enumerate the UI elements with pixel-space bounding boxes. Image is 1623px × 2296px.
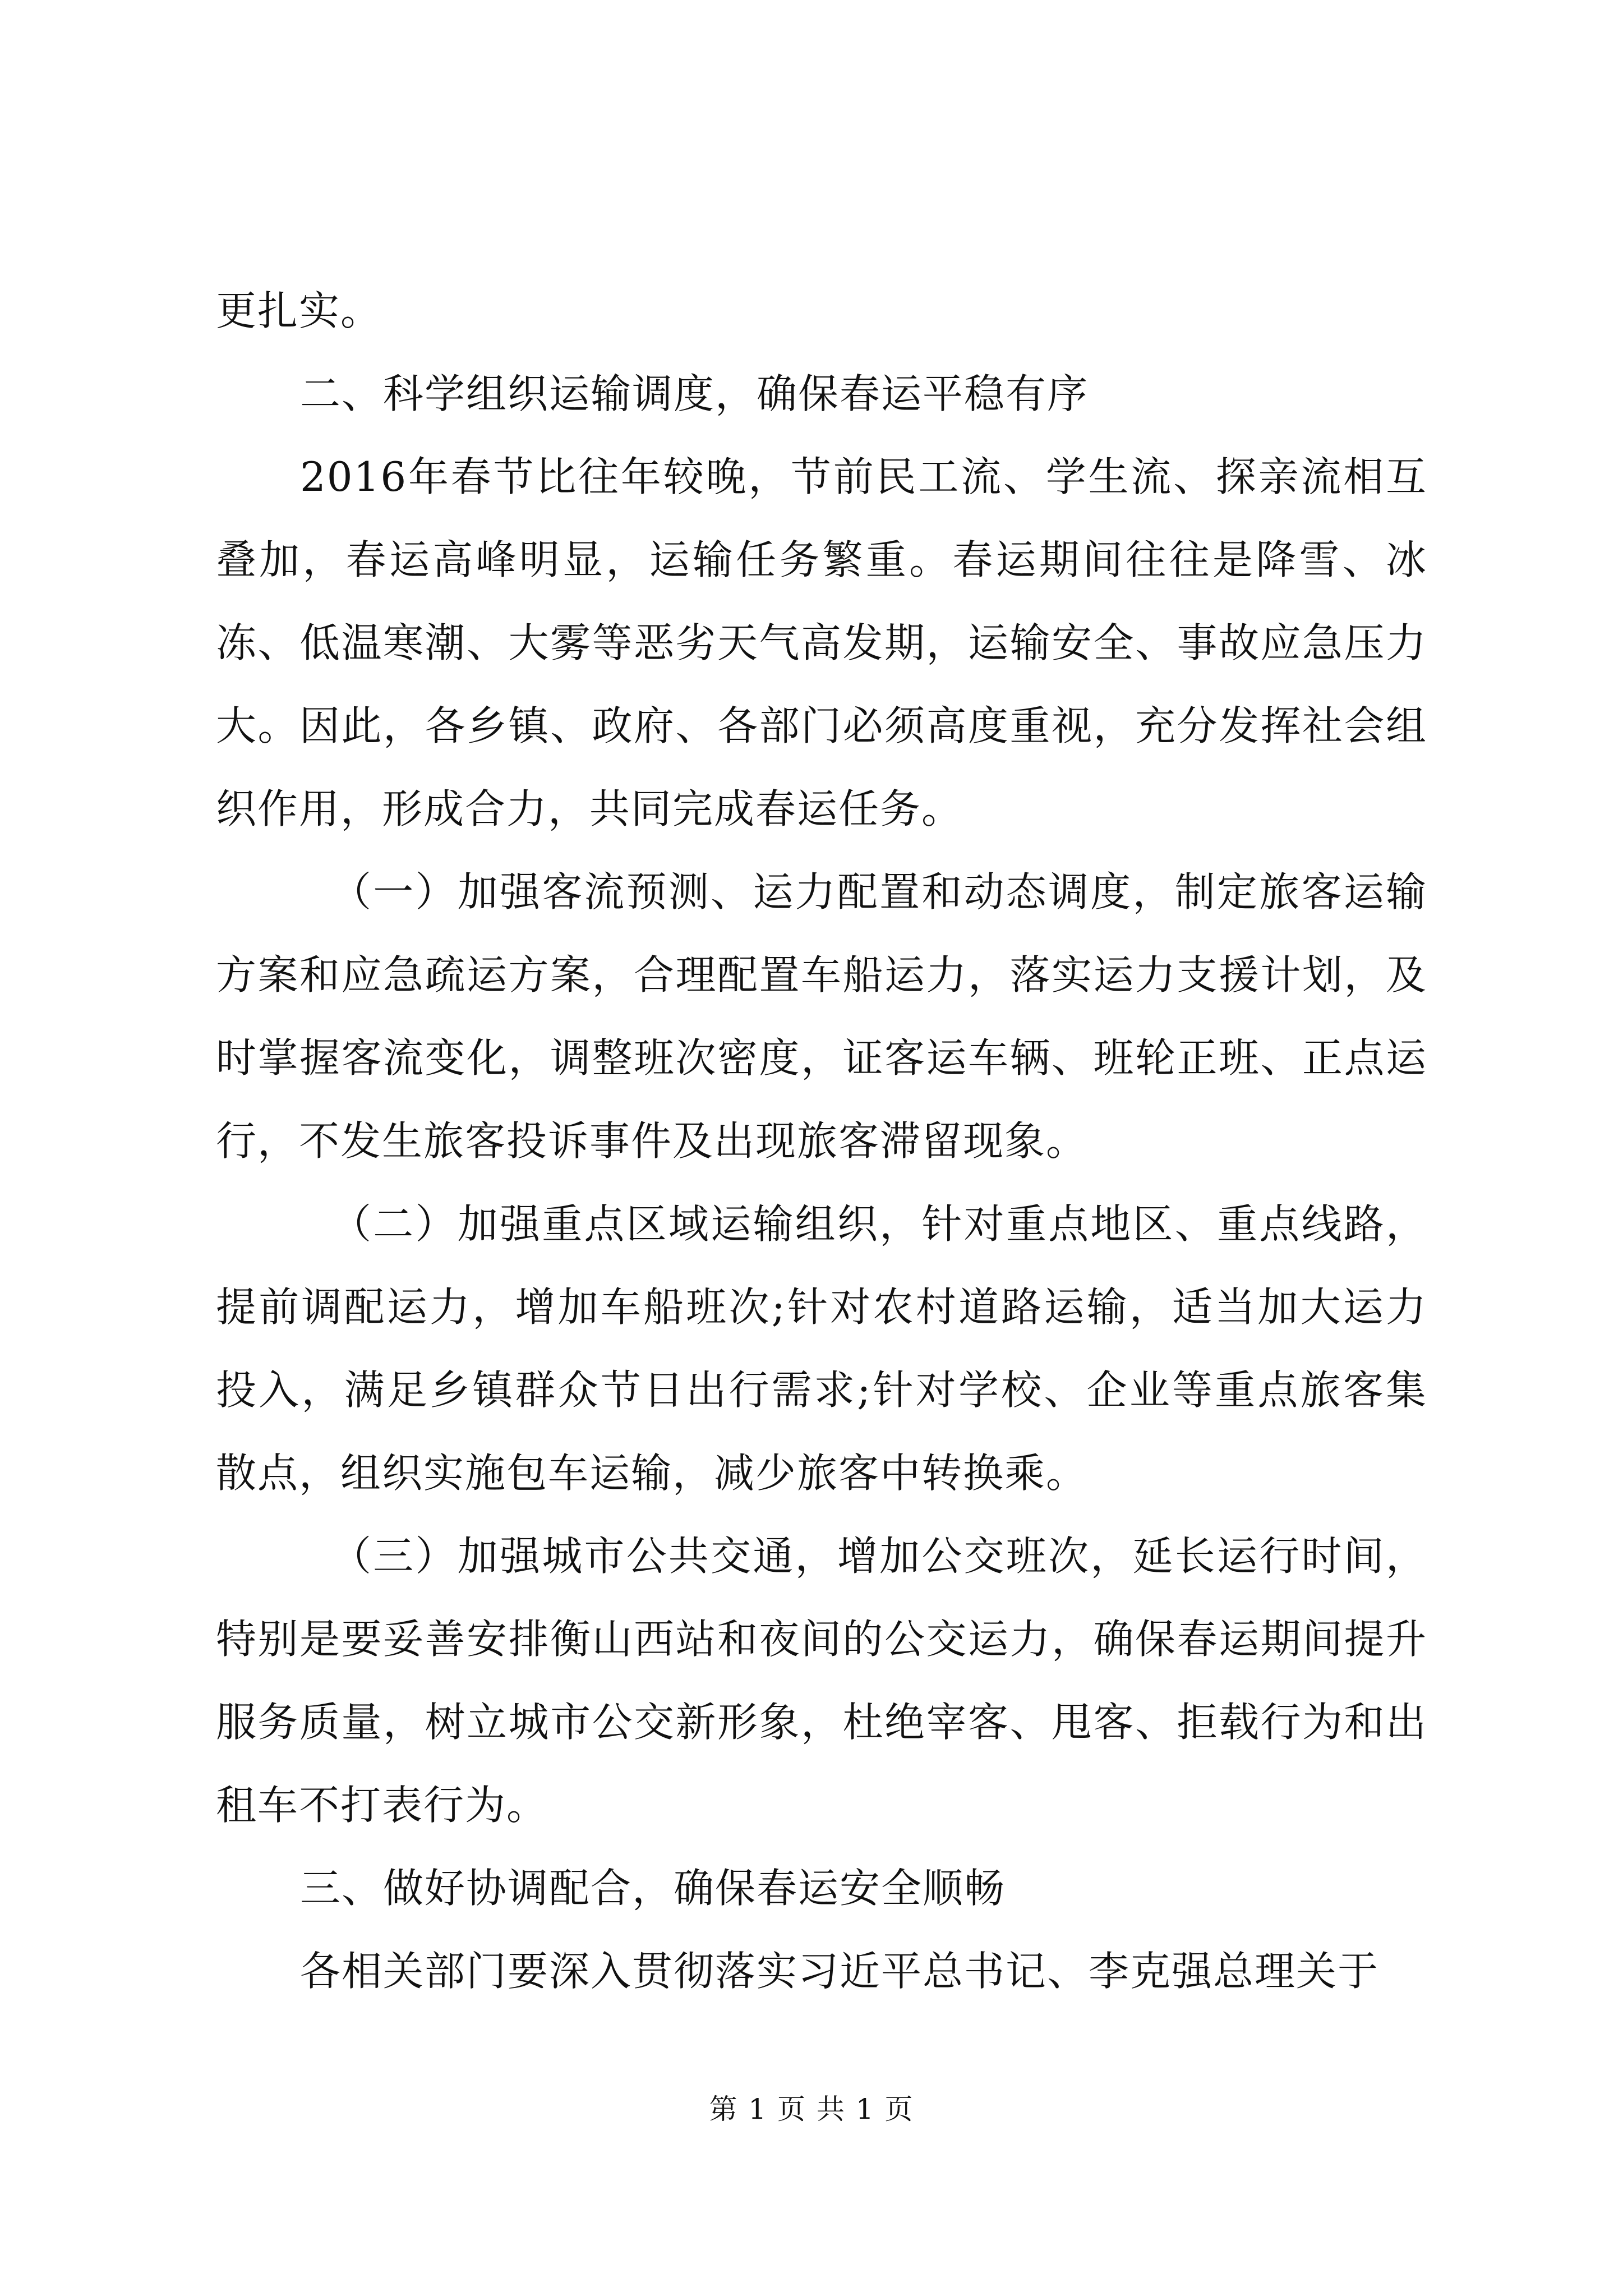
paragraph-body-last: 各相关部门要深入贯彻落实习近平总书记、李克强总理关于: [300, 1948, 1380, 1995]
paragraph-continuation: 更扎实。: [216, 287, 382, 334]
paragraph-body: 2016年春节比往年较晚，节前民工流、学生流、探亲流相互叠加，春运高峰明显，运输任务繁重。春运期间往往是降雪、冰冻、低温寒潮、大雾等恶劣天气高发期，运输安全、事故应急压力大。因此，各乡镇、政府、各部门必须高度重视，充分发挥社会组织作用，形成合力，共同完成春运任务。: [216, 453, 1427, 832]
sub-item-2: （二）加强重点区域运输组织，针对重点地区、重点线路，提前调配运力，增加车船班次;针对农村道路运输，适当加大运力投入，满足乡镇群众节日出行需求;针对学校、企业等重点旅客集散点，组织实施包车运输，减少旅客中转换乘。: [216, 1200, 1427, 1497]
section-heading-2: 二、科学组织运输调度，确保春运平稳有序: [300, 370, 1089, 417]
sub-item-3: （三）加强城市公共交通，增加公交班次，延长运行时间，特别是要妥善安排衡山西站和夜间的公交运力，确保春运期间提升服务质量，树立城市公交新形象，杜绝宰客、甩客、拒载行为和出租车不打表行为。: [216, 1533, 1427, 1829]
page-footer: 第 1 页 共 1 页: [709, 2093, 914, 2125]
section-heading-3: 三、做好协调配合，确保春运安全顺畅: [300, 1865, 1006, 1912]
document-body: [216, 269, 1427, 2013]
sub-item-1: （一）加强客流预测、运力配置和动态调度，制定旅客运输方案和应急疏运方案，合理配置车船运力，落实运力支援计划，及时掌握客流变化，调整班次密度，证客运车辆、班轮正班、正点运行，不发生旅客投诉事件及出现旅客滞留现象。: [216, 868, 1427, 1165]
